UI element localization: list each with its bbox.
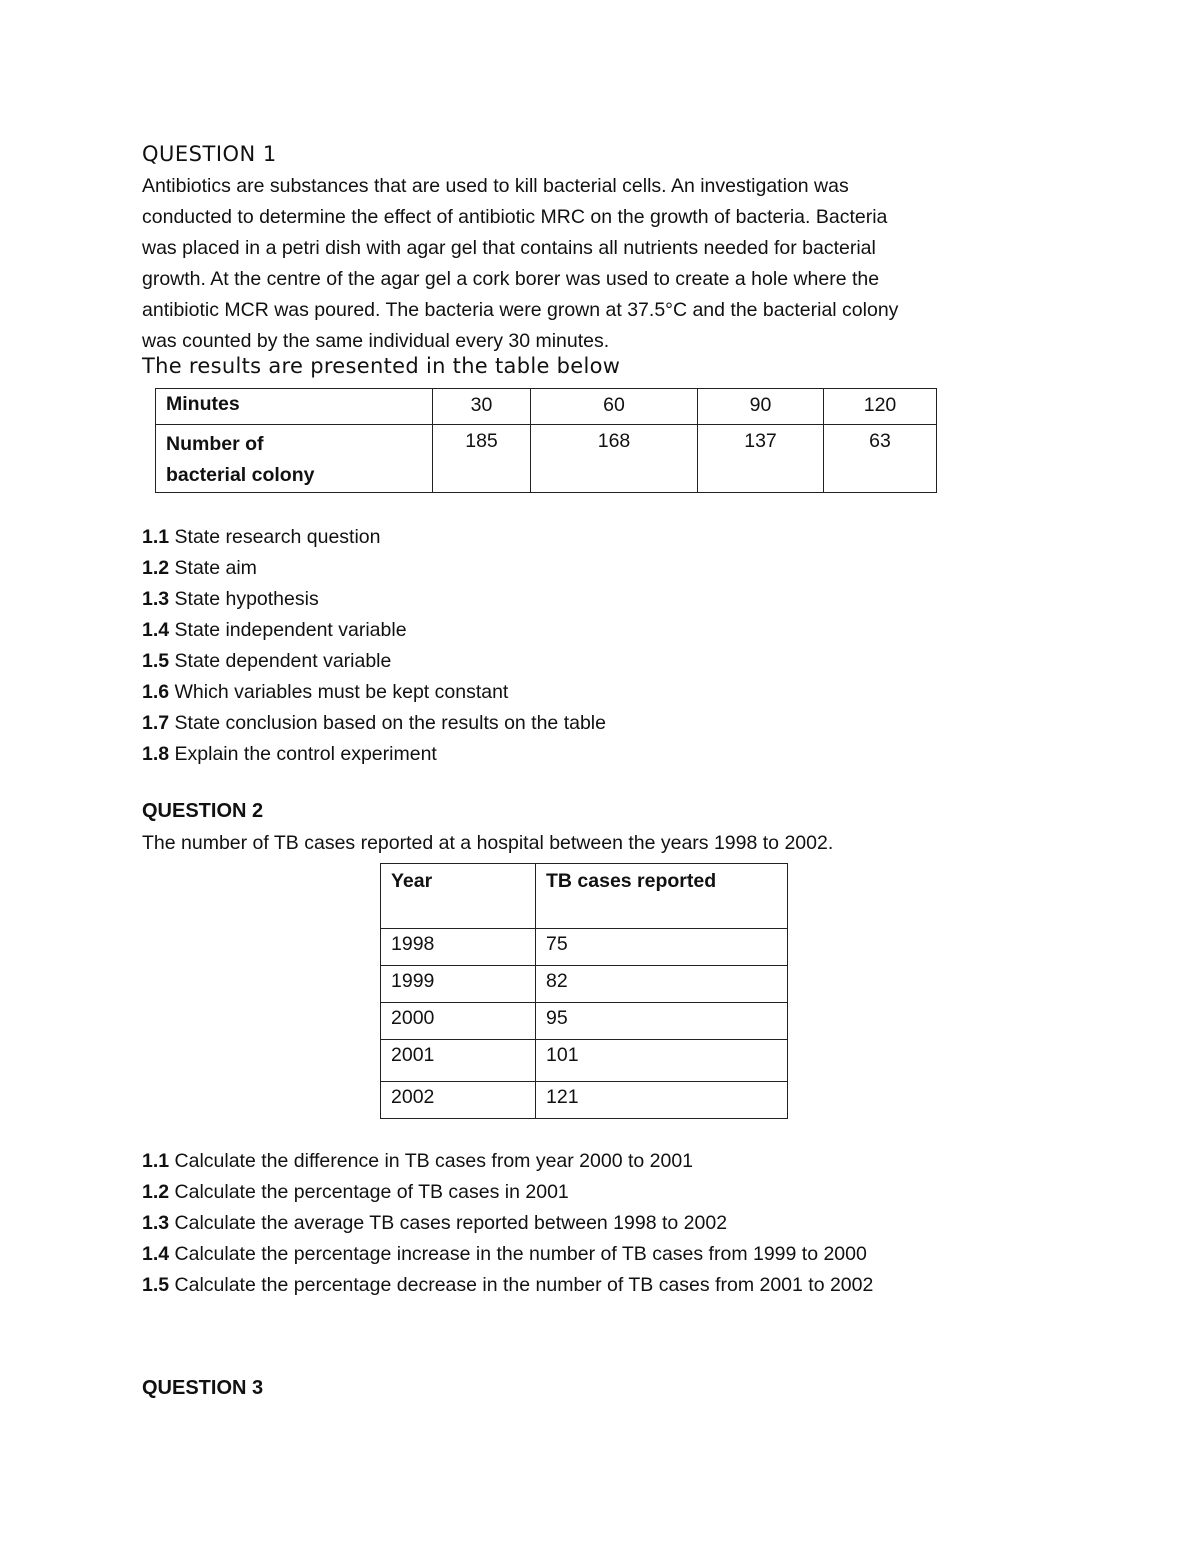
list-item: [142, 553, 606, 584]
item-number: 1.4: [142, 619, 170, 641]
item-text: State dependent variable: [169, 650, 392, 672]
item-text: Calculate the percentage of TB cases in 2001: [169, 1181, 569, 1203]
table-header-row: [381, 864, 788, 929]
table-cell: 2002: [381, 1082, 536, 1119]
table-cell: 82: [536, 966, 788, 1003]
item-text: Explain the control experiment: [169, 743, 437, 765]
table-row: [381, 929, 788, 966]
table-cell: 121: [536, 1082, 788, 1119]
table-cell: 75: [536, 929, 788, 966]
table-cell: 63: [824, 425, 937, 493]
item-number: 1.2: [142, 557, 170, 579]
list-item: [142, 1270, 873, 1301]
item-number: 1.5: [142, 650, 170, 672]
item-text: State conclusion based on the results on the table: [169, 712, 606, 734]
table-cell: 60: [531, 389, 698, 425]
item-number: 1.3: [142, 1212, 170, 1234]
intro-line: was counted by the same individual every 30 minutes.: [142, 330, 610, 352]
intro-line: was placed in a petri dish with agar gel that contains all nutrients needed for bacterial: [142, 237, 876, 259]
item-text: State independent variable: [169, 619, 407, 641]
results-heading: The results are presented in the table below: [142, 354, 621, 378]
list-item: [142, 522, 606, 553]
table-cell: 95: [536, 1003, 788, 1040]
list-item: [142, 615, 606, 646]
item-number: 1.3: [142, 588, 170, 610]
question-3-title: QUESTION 3: [142, 1377, 264, 1399]
intro-line: antibiotic MCR was poured. The bacteria were grown at 37.5°C and the bacterial colony: [142, 299, 899, 321]
row-label-colony: Number of bacterial colony: [156, 425, 433, 493]
table-row: [156, 425, 937, 493]
column-header-tb-cases: TB cases reported: [536, 864, 788, 929]
tb-cases-table: [380, 863, 788, 1119]
item-number: 1.1: [142, 1150, 170, 1172]
item-number: 1.5: [142, 1274, 170, 1296]
table-cell: 185: [433, 425, 531, 493]
list-item: [142, 1208, 873, 1239]
table-row: [381, 1040, 788, 1082]
list-item: [142, 1146, 873, 1177]
intro-line: growth. At the centre of the agar gel a cork borer was used to create a hole where the: [142, 268, 880, 290]
table-cell: 120: [824, 389, 937, 425]
item-number: 1.7: [142, 712, 170, 734]
item-text: Calculate the difference in TB cases from year 2000 to 2001: [169, 1150, 694, 1172]
question-2-title: QUESTION 2: [142, 800, 264, 822]
item-text: Calculate the average TB cases reported between 1998 to 2002: [169, 1212, 728, 1234]
column-header-year: Year: [381, 864, 536, 929]
table-cell: 2001: [381, 1040, 536, 1082]
table-row: [381, 1082, 788, 1119]
list-item: [142, 584, 606, 615]
item-number: 1.2: [142, 1181, 170, 1203]
table-cell: 137: [698, 425, 824, 493]
table-row: [156, 389, 937, 425]
item-text: State aim: [169, 557, 257, 579]
list-item: [142, 646, 606, 677]
table-cell: 1998: [381, 929, 536, 966]
table-row: [381, 966, 788, 1003]
table-cell: 168: [531, 425, 698, 493]
item-number: 1.6: [142, 681, 170, 703]
table-cell: 1999: [381, 966, 536, 1003]
row-label-minutes: Minutes: [156, 389, 433, 425]
item-text: Which variables must be kept constant: [169, 681, 509, 703]
item-number: 1.4: [142, 1243, 170, 1265]
list-item: [142, 708, 606, 739]
table-cell: 30: [433, 389, 531, 425]
item-number: 1.1: [142, 526, 170, 548]
item-number: 1.8: [142, 743, 170, 765]
question-1-list: [142, 522, 606, 770]
bacteria-results-table: [155, 388, 937, 493]
question-2-intro: The number of TB cases reported at a hospital between the years 1998 to 2002.: [142, 832, 834, 854]
list-item: [142, 739, 606, 770]
question-1-title: QUESTION 1: [142, 142, 277, 166]
table-cell: 2000: [381, 1003, 536, 1040]
item-text: State research question: [169, 526, 381, 548]
question-1-intro: [142, 171, 992, 357]
item-text: Calculate the percentage increase in the number of TB cases from 1999 to 2000: [169, 1243, 867, 1265]
table-cell: 101: [536, 1040, 788, 1082]
list-item: [142, 1239, 873, 1270]
list-item: [142, 677, 606, 708]
item-text: State hypothesis: [169, 588, 319, 610]
table-cell: 90: [698, 389, 824, 425]
intro-line: Antibiotics are substances that are used to kill bacterial cells. An investigation was: [142, 175, 849, 197]
intro-line: conducted to determine the effect of antibiotic MRC on the growth of bacteria. Bacteria: [142, 206, 888, 228]
question-2-list: [142, 1146, 873, 1301]
item-text: Calculate the percentage decrease in the number of TB cases from 2001 to 2002: [169, 1274, 874, 1296]
table-row: [381, 1003, 788, 1040]
list-item: [142, 1177, 873, 1208]
